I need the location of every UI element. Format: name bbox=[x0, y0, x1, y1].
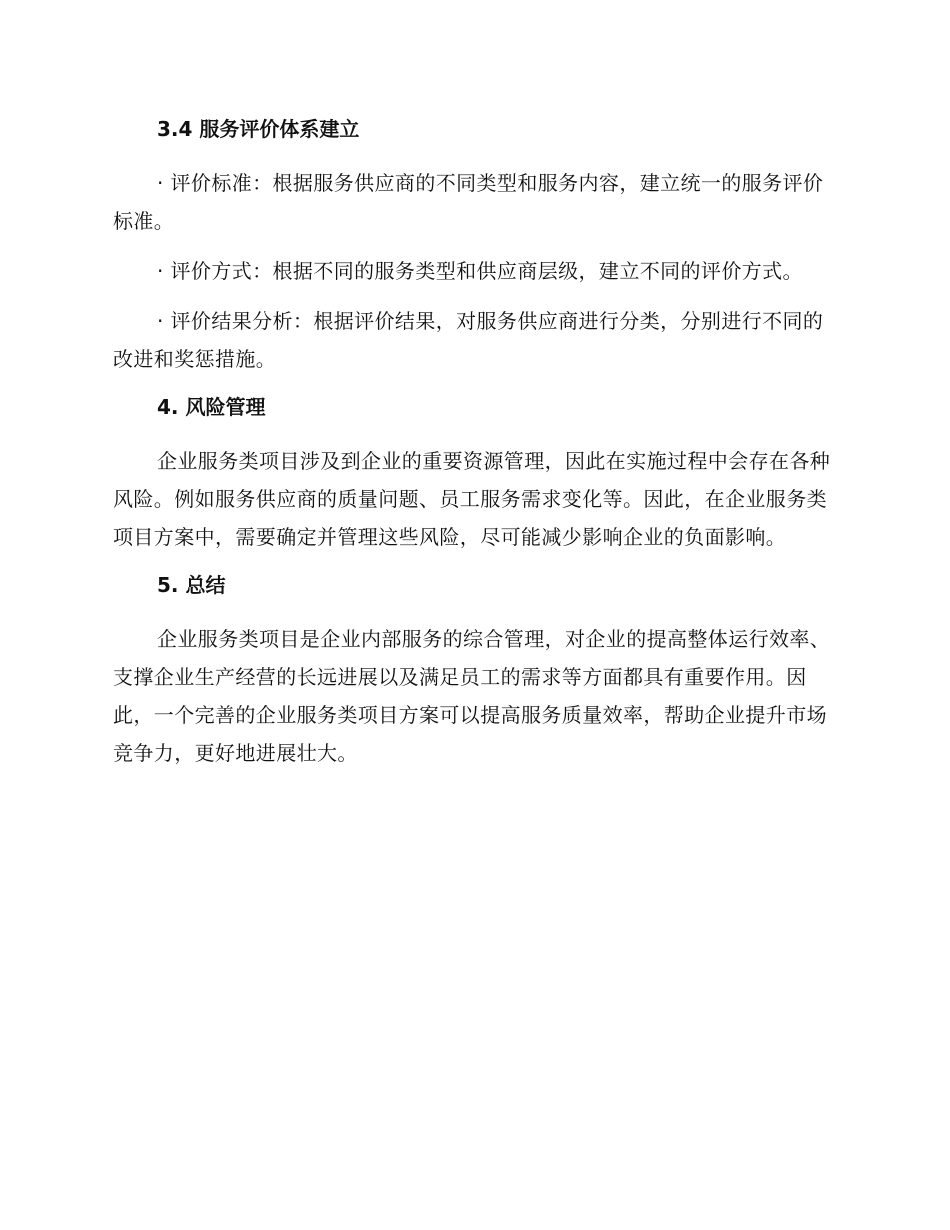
paragraph-evaluation-analysis: · 评价结果分析：根据评价结果，对服务供应商进行分类，分别进行不同的改进和奖惩措施。 bbox=[113, 309, 824, 371]
section-risk-management bbox=[113, 392, 833, 556]
section-summary bbox=[113, 570, 833, 772]
document-page bbox=[113, 114, 833, 772]
paragraph-evaluation-standard: · 评价标准：根据服务供应商的不同类型和服务内容，建立统一的服务评价标准。 bbox=[113, 171, 824, 233]
section-heading: 5. 总结 bbox=[157, 573, 226, 597]
section-heading: 4. 风险管理 bbox=[157, 395, 266, 419]
paragraph-risk-management: 企业服务类项目涉及到企业的重要资源管理，因此在实施过程中会存在各种风险。例如服务供应商的质量问题、员工服务需求变化等。因此，在企业服务类项目方案中，需要确定并管理这些风险，尽可能减少影响企业的负面影响。 bbox=[113, 449, 831, 549]
section-service-evaluation bbox=[113, 114, 833, 378]
section-heading: 3.4 服务评价体系建立 bbox=[157, 117, 360, 141]
paragraph-evaluation-method: · 评价方式：根据不同的服务类型和供应商层级，建立不同的评价方式。 bbox=[157, 259, 803, 283]
paragraph-summary: 企业服务类项目是企业内部服务的综合管理，对企业的提高整体运行效率、支撑企业生产经营的长远进展以及满足员工的需求等方面都具有重要作用。因此，一个完善的企业服务类项目方案可以提高服务质量效率，帮助企业提升市场竞争力，更好地进展壮大。 bbox=[113, 627, 831, 765]
